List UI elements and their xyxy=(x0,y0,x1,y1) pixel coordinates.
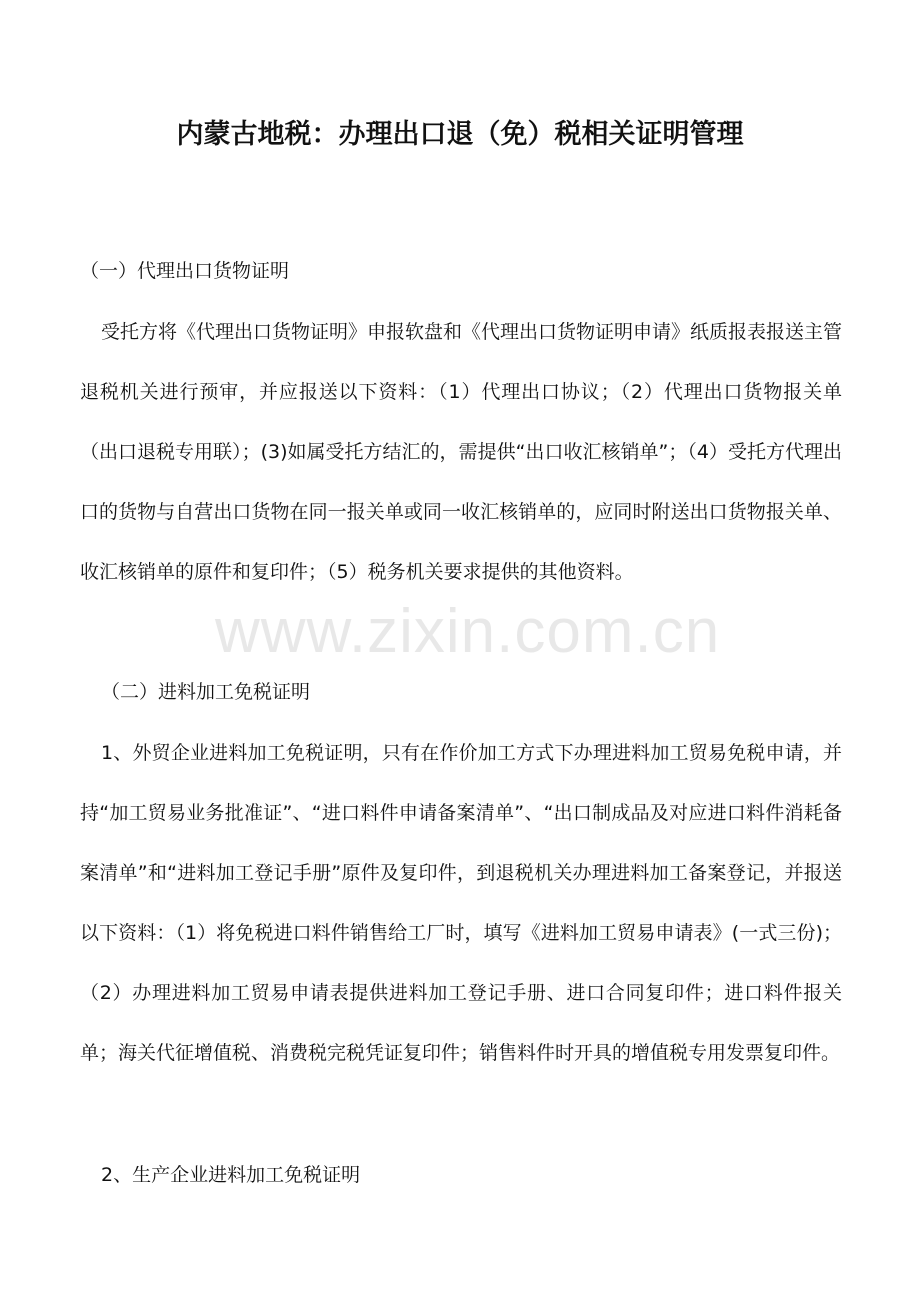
section-heading-processing-exemption: （二）进料加工免税证明 xyxy=(101,681,311,703)
paragraph-trading-enterprise-exemption: 1、外贸企业进料加工免税证明，只有在作价加工方式下办理进料加工贸易免税申请，并持“加工贸易业务批准证”、“进口料件申请备案清单”、“出口制成品及对应进口料件消耗备案清单”和“进料加工登记手册”原件及复印件，到退税机关办理进料加工备案登记，并报送以下资料：（1）将免税进口料件销售给工厂时，填写《进料加工贸易申请表》(一式三份)；（2）办理进料加工贸易申请表提供进料加工登记手册、进口合同复印件；进口料件报关单；海关代征增值税、消费税完税凭证复印件；销售料件时开具的增值税专用发票复印件。 xyxy=(80,742,842,1064)
section-heading-agency-export: （一）代理出口货物证明 xyxy=(80,260,290,282)
paragraph-agency-export: 受托方将《代理出口货物证明》申报软盘和《代理出口货物证明申请》纸质报表报送主管退税机关进行预审，并应报送以下资料：（1）代理出口协议；（2）代理出口货物报关单（出口退税专用联）；(3)如属受托方结汇的，需提供“出口收汇核销单”；（4）受托方代理出口的货物与自营出口货物在同一报关单或同一收汇核销单的，应同时附送出口货物报关单、收汇核销单的原件和复印件；（5）税务机关要求提供的其他资料。 xyxy=(80,321,843,583)
watermark: www.zixin.com.cn xyxy=(215,597,721,666)
section-heading-production-enterprise: 2、生产企业进料加工免税证明 xyxy=(101,1164,361,1186)
document-title: 内蒙古地税：办理出口退（免）税相关证明管理 xyxy=(176,119,744,150)
